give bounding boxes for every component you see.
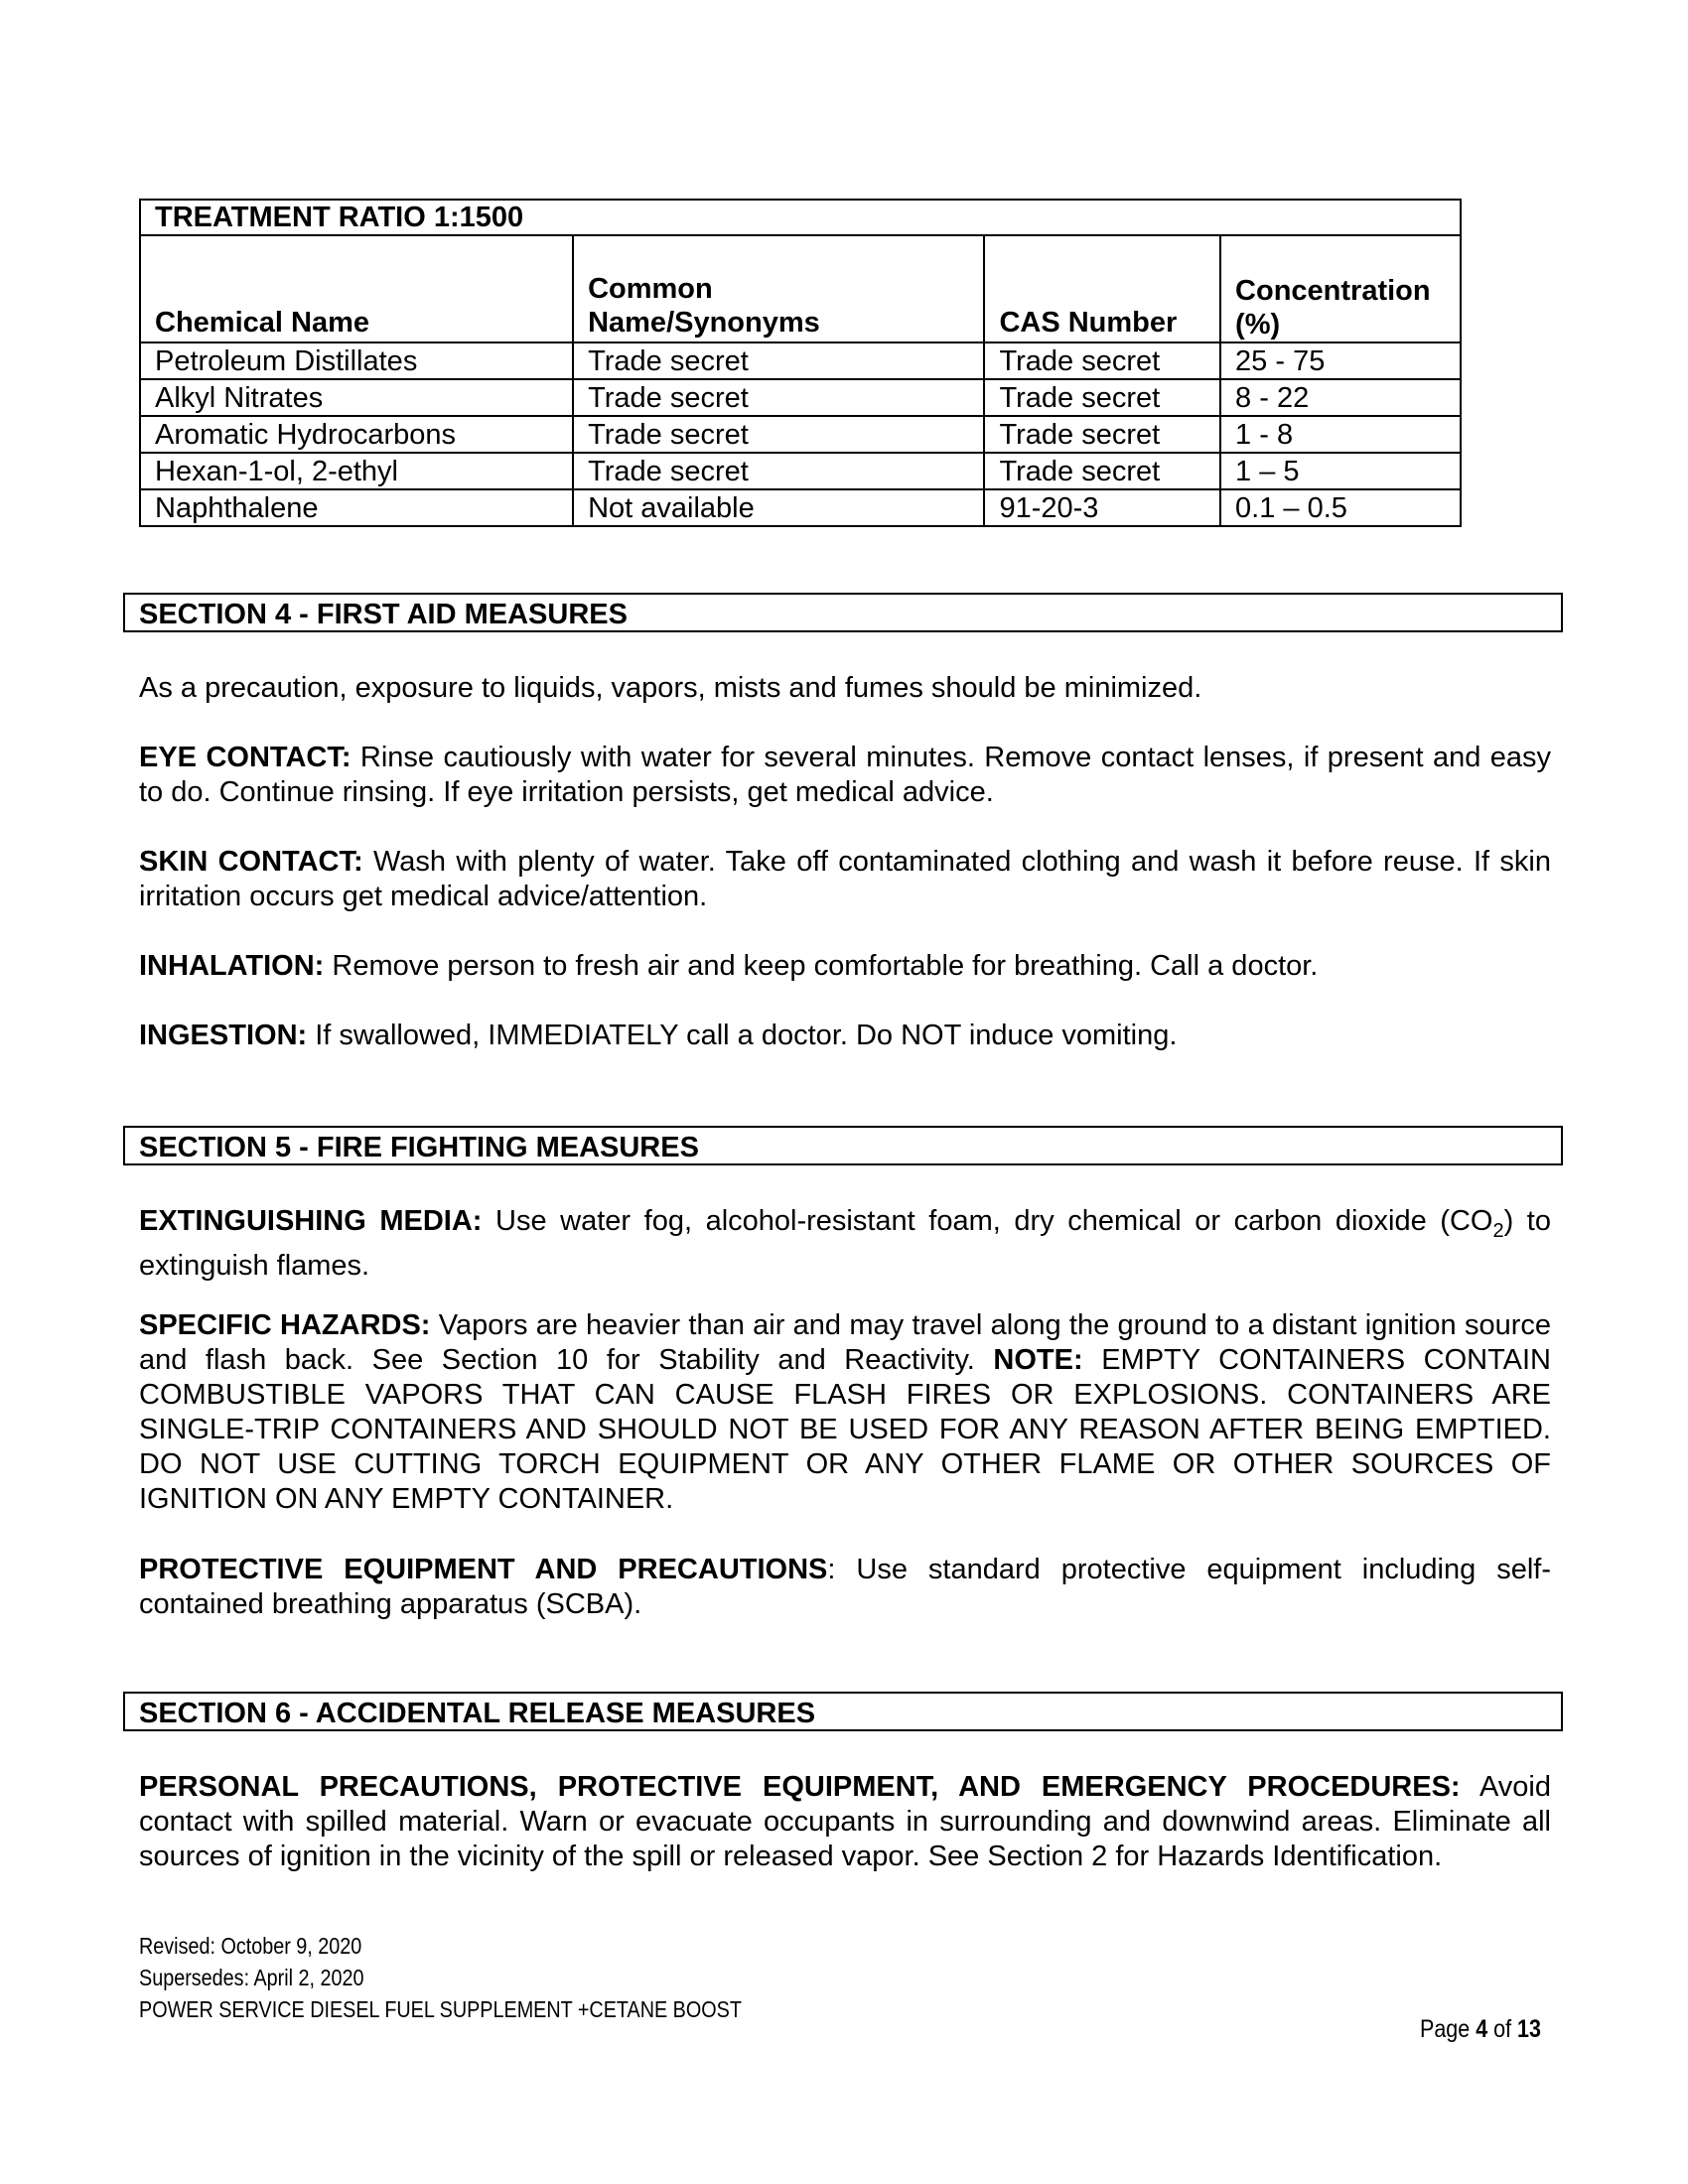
cas-number-cell: Trade secret [984, 453, 1220, 489]
common-name-cell: Trade secret [573, 453, 984, 489]
specific-hazards-label: SPECIFIC HAZARDS: [139, 1309, 431, 1341]
concentration-cell: 1 – 5 [1220, 453, 1461, 489]
common-name-cell: Not available [573, 489, 984, 526]
inhalation-label: INHALATION: [139, 950, 325, 982]
chemical-name-cell: Alkyl Nitrates [140, 379, 573, 416]
protective-equipment-label: PROTECTIVE EQUIPMENT AND PRECAUTIONS [139, 1554, 828, 1585]
table-row [140, 342, 1461, 379]
page-total: 13 [1517, 2015, 1541, 2043]
personal-precautions-label: PERSONAL PRECAUTIONS, PROTECTIVE EQUIPMENT, AND EMERGENCY PROCEDURES: [139, 1771, 1461, 1803]
page-number [1420, 2015, 1541, 2044]
table-row [140, 416, 1461, 453]
specific-hazards-text: Vapors are heavier than air and may travel along the ground to a distant ignition source and flash back. See Section 10 for Stability and Reactivity. [139, 1309, 1551, 1376]
section-5-header: SECTION 5 - FIRE FIGHTING MEASURES [123, 1126, 1563, 1165]
chemical-name-cell: Hexan-1-ol, 2-ethyl [140, 453, 573, 489]
table-row [140, 379, 1461, 416]
composition-table [139, 199, 1462, 527]
table-header-row [140, 235, 1461, 342]
note-label: NOTE: [993, 1344, 1083, 1376]
common-name-cell: Trade secret [573, 379, 984, 416]
page-of: of [1487, 2015, 1518, 2043]
header-concentration [1220, 235, 1461, 342]
extinguishing-media-label: EXTINGUISHING MEDIA: [139, 1205, 483, 1237]
personal-precautions-paragraph [139, 1770, 1551, 1874]
inhalation-text: Remove person to fresh air and keep comfortable for breathing. Call a doctor. [324, 950, 1319, 982]
page-current: 4 [1476, 2015, 1488, 2043]
table-row [140, 453, 1461, 489]
cas-number-cell: Trade secret [984, 379, 1220, 416]
header-cas-number: CAS Number [984, 235, 1220, 342]
table-row [140, 489, 1461, 526]
ingestion-text: If swallowed, IMMEDIATELY call a doctor. Do NOT induce vomiting. [307, 1020, 1178, 1051]
eye-contact-text: Rinse cautiously with water for several minutes. Remove contact lenses, if present and easy to do. Continue rinsing. If eye irritation persists, get medical advice. [139, 742, 1551, 808]
chemical-name-cell: Aromatic Hydrocarbons [140, 416, 573, 453]
personal-precautions-text: Avoid contact with spilled material. Warn or evacuate occupants in surrounding and downwind areas. Eliminate all sources of ignition in the vicinity of the spill or released vapor. See Section 2 for Hazards Identification. [139, 1771, 1551, 1872]
note-text: EMPTY CONTAINERS CONTAIN COMBUSTIBLE VAPORS THAT CAN CAUSE FLASH FIRES OR EXPLOSIONS. CONTAINERS ARE SINGLE-TRIP CONTAINERS AND SHOULD NOT BE USED FOR ANY REASON AFTER BEING EMPTIED. DO NOT USE CUTTING TORCH EQUIPMENT OR ANY OTHER FLAME OR OTHER SOURCES OF IGNITION ON ANY EMPTY CONTAINER. [139, 1344, 1551, 1515]
cas-number-cell: Trade secret [984, 342, 1220, 379]
chemical-name-cell: Naphthalene [140, 489, 573, 526]
skin-contact-text: Wash with plenty of water. Take off contaminated clothing and wash it before reuse. If skin irritation occurs get medical advice/attention. [139, 846, 1551, 912]
common-name-cell: Trade secret [573, 342, 984, 379]
header-common-name [573, 235, 984, 342]
protective-equipment-text: : Use standard protective equipment including self-contained breathing apparatus (SCBA). [139, 1554, 1551, 1620]
concentration-cell: 1 - 8 [1220, 416, 1461, 453]
common-name-cell: Trade secret [573, 416, 984, 453]
co2-subscript: 2 [1492, 1219, 1504, 1242]
header-common-name-line1: Common [588, 273, 713, 305]
eye-contact-label: EYE CONTACT: [139, 742, 352, 773]
concentration-cell: 8 - 22 [1220, 379, 1461, 416]
specific-hazards-paragraph [139, 1308, 1551, 1517]
concentration-cell: 0.1 – 0.5 [1220, 489, 1461, 526]
section-6-header: SECTION 6 - ACCIDENTAL RELEASE MEASURES [123, 1692, 1563, 1731]
header-concentration-line2: (%) [1235, 309, 1281, 341]
skin-contact-paragraph [139, 845, 1551, 914]
treatment-ratio-row [140, 200, 1461, 235]
first-aid-intro: As a precaution, exposure to liquids, vapors, mists and fumes should be minimized. [139, 672, 1202, 704]
extinguishing-media-text-end: ) to extinguish flames. [139, 1205, 1551, 1282]
skin-contact-label: SKIN CONTACT: [139, 846, 363, 878]
page-prefix: Page [1420, 2015, 1477, 2043]
footer-revised: Revised: October 9, 2020 [139, 1933, 362, 1959]
header-chemical-name: Chemical Name [140, 235, 573, 342]
section-4-header: SECTION 4 - FIRST AID MEASURES [123, 593, 1563, 632]
ingestion-paragraph [139, 1019, 1551, 1053]
treatment-ratio-title: TREATMENT RATIO 1:1500 [140, 200, 1461, 235]
extinguishing-media-paragraph [139, 1204, 1551, 1284]
protective-equipment-paragraph [139, 1553, 1551, 1622]
footer-product-name: POWER SERVICE DIESEL FUEL SUPPLEMENT +CETANE BOOST [139, 1996, 742, 2022]
chemical-name-cell: Petroleum Distillates [140, 342, 573, 379]
cas-number-cell: Trade secret [984, 416, 1220, 453]
inhalation-paragraph [139, 949, 1551, 984]
ingestion-label: INGESTION: [139, 1020, 308, 1051]
concentration-cell: 25 - 75 [1220, 342, 1461, 379]
extinguishing-media-text: Use water fog, alcohol-resistant foam, dry chemical or carbon dioxide (CO [482, 1205, 1493, 1237]
header-common-name-line2: Name/Synonyms [588, 307, 820, 339]
eye-contact-paragraph [139, 741, 1551, 810]
header-concentration-line1: Concentration [1235, 275, 1431, 307]
footer-supersedes: Supersedes: April 2, 2020 [139, 1965, 364, 1990]
cas-number-cell: 91-20-3 [984, 489, 1220, 526]
